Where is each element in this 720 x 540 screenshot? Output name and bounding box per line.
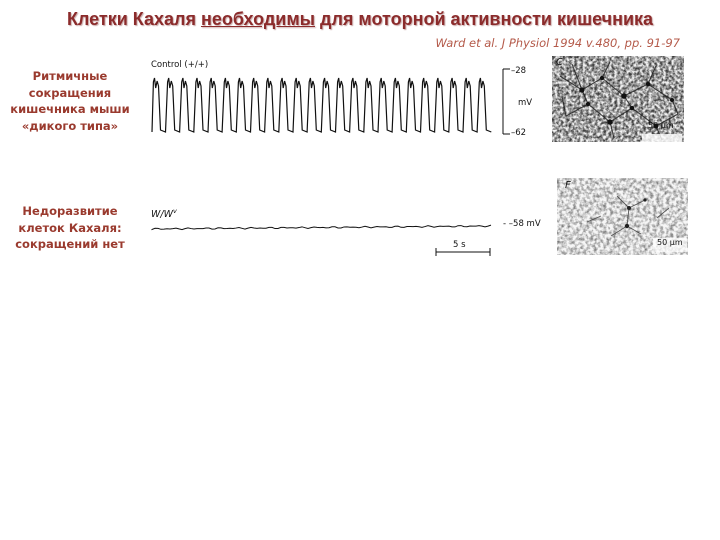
citation: Ward et al. J Physiol 1994 v.480, pp. 91-97 [435, 36, 680, 50]
micro-letter-c: C [556, 57, 563, 68]
micro-letter-f: F [565, 180, 571, 191]
micro-scale-bottom: 50 μm [657, 238, 683, 247]
micrograph-mutant [557, 178, 688, 255]
flat-trace [152, 225, 491, 229]
slow-wave-trace [152, 78, 491, 132]
time-scale-label: 5 s [453, 240, 466, 250]
control-trace [148, 70, 498, 140]
slide-title [0, 9, 720, 30]
title-emphasis: необходимы [200, 9, 316, 29]
title-part-1: Клетки Кахаля [66, 9, 201, 29]
side-text-mutant: Недоразвитие клеток Кахаля: сокращений нет [15, 204, 125, 252]
scale-top-value: –28 [511, 66, 527, 76]
micrograph-wild-type [552, 56, 684, 142]
mutant-trace-label: $W/W^v$ [151, 207, 177, 221]
scale-bottom-value: –62 [511, 128, 527, 138]
mutant-level-label: - –58 mV [503, 219, 541, 229]
mutant-trace [148, 214, 500, 260]
title-part-2: для моторной активности кишечника [315, 9, 654, 29]
scale-unit: mV [518, 98, 533, 108]
micro-scale-top: 50 μm [648, 121, 674, 130]
control-trace-label: Control (+/+) [151, 60, 209, 70]
side-text-wild-type: Ритмичные сокращения кишечника мыши «дикого типа» [10, 69, 130, 134]
